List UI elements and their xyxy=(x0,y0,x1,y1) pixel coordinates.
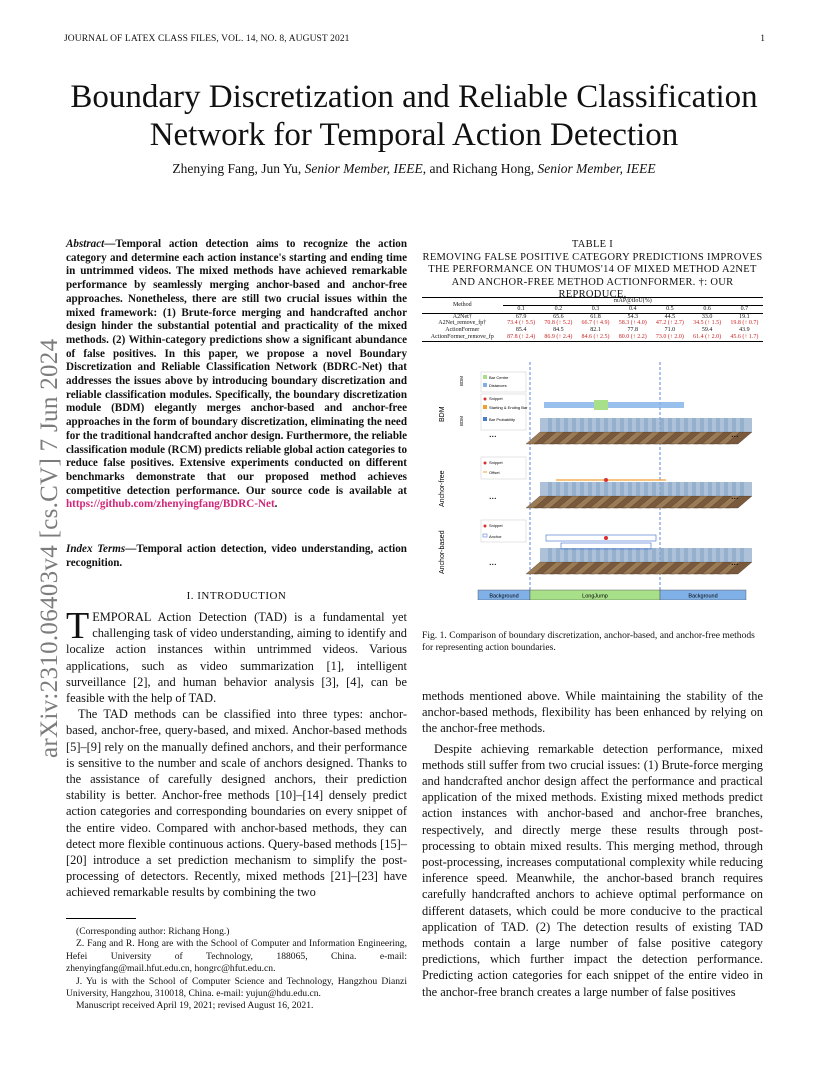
ab-snippet-dot xyxy=(604,536,608,540)
table-cell: 86.9 (↑ 2.4) xyxy=(544,333,573,340)
table-cell: 84.6 (↑ 2.5) xyxy=(581,333,610,340)
footnote-manuscript: Manuscript received April 19, 2021; revised August 16, 2021. xyxy=(76,1000,314,1012)
abstract xyxy=(66,238,407,512)
drop-cap: T xyxy=(66,605,90,647)
results-table xyxy=(422,297,763,342)
table-cell: 87.8 (↑ 2.4) xyxy=(507,333,536,340)
legend-anchor-based xyxy=(481,520,526,542)
arxiv-stamp-text: arXiv:2310.06403v4 [cs.CV] 7 Jun 2024 xyxy=(36,338,63,758)
legend-bar-probability: Bar Probability xyxy=(489,417,516,422)
table-cell: 45.6 (↑ 1.7) xyxy=(730,333,759,340)
ellipsis-bdm-left: ... xyxy=(489,429,497,440)
video-frame-sky xyxy=(740,418,752,432)
threshold-cell: 0.6 xyxy=(703,305,711,312)
index-terms-text: —Temporal action detection, video understanding, action recognition. xyxy=(66,543,407,569)
section-heading: I. INTRODUCTION xyxy=(186,590,287,602)
bdm-bar-centre xyxy=(594,400,608,410)
footnotes xyxy=(66,926,407,1013)
table-cell: 47.2 (↑ 2.7) xyxy=(655,320,684,327)
row-label-anchor-free: Anchor-free xyxy=(439,470,446,507)
frame-strip-bdm xyxy=(526,418,752,444)
table-cell: 73.0 (↑ 2.0) xyxy=(655,333,684,340)
table-cell: 77.8 xyxy=(627,327,638,334)
table-row xyxy=(422,320,763,327)
source-code-link[interactable]: https://github.com/zhenyingfang/BDRC-Net xyxy=(66,498,275,511)
intro-paragraph-2: The TAD methods can be classified into three types: anchor-based, anchor-free, query-based, and mixed. Anchor-based methods [5]–[9] rely on the manually defined anchors, and their performance is sensitive to the number and scale of anchors designed. Thanks to the assistance of carefully designed anchors, their prediction stability is better. Anchor-free methods [10]–[14] densely predict action categories and corresponding boundaries on every snippet of the entire video. Compared with anchor-based methods, they can detect more flexible continuous actions. Query-based methods [15]–[20] introduce a set prediction mechanism to simplify the post-processing of detectors. Recently, mixed methods [21]–[23] have achieved remarkable results by combining the two xyxy=(66,707,407,900)
table-cell: 80.0 (↑ 2.2) xyxy=(618,333,647,340)
bdm-bar-track xyxy=(544,402,684,408)
table-cell: 67.9 xyxy=(515,313,527,320)
row-method: A2Net† xyxy=(452,313,472,320)
table-cell: 34.5 (↑ 1.5) xyxy=(693,320,722,327)
table-cell: 61.4 (↑ 2.0) xyxy=(693,333,722,340)
legend-ab-anchor: Anchor xyxy=(489,534,502,539)
table-cell: 66.7 (↑ 4.9) xyxy=(581,320,610,327)
table-cell: 71.0 xyxy=(664,327,676,334)
index-terms xyxy=(66,543,407,570)
introduction-text xyxy=(66,605,407,913)
author-role-1: Senior Member, IEEE xyxy=(304,161,423,176)
table-cell: 70.8 (↑ 5.2) xyxy=(544,320,573,327)
table-cell: 59.4 xyxy=(701,327,713,334)
right-paragraph-2: Despite achieving remarkable detection performance, mixed methods still suffer from two crucial issues: (1) Brute-force merging and handcrafted anchor design affect the performance and practical application of the mixed methods. Existing mixed methods predict action instances with anchor-based and anchor-free branches, respectively, and directly merge these results through post-processing to obtain mixed results. This merging method, through post-processing, increases computational complexity while reducing inference speed. Meanwhile, the anchor-based branch requires carefully handcrafted anchors to achieve optimal performance on different datasets, which could be more conducive to the practical application of TAD. (2) The detection results of existing TAD methods contain a large number of false positive category predictions, which further impact the detection performance. Predicting action categories for each snippet of the entire video in the anchor-free branch creates a large number of false positives xyxy=(422,741,763,999)
timeline-label-background-right: Background xyxy=(688,593,718,600)
threshold-cell: 0.1 xyxy=(517,305,525,312)
method-header: Method xyxy=(452,301,472,308)
table-cell: 85.4 xyxy=(515,327,527,334)
footnote-affiliation-1: Z. Fang and R. Hong are with the School of Computer and Information Engineering, Hefei University of Technology, 188065, China. e-mail: zhenyingfang@mail.hfut.edu.cn, hongrc@hfut.edu.cn. xyxy=(66,938,407,975)
legend-distances: Distances xyxy=(489,383,507,388)
frame-strip-anchor-based xyxy=(526,548,752,574)
threshold-cell: 0.4 xyxy=(628,305,637,312)
video-frame-sky xyxy=(740,482,752,496)
bdm-sublabel-bottom: BDM xyxy=(459,416,464,426)
threshold-cell: 0.5 xyxy=(666,305,674,312)
table-cell: 19.1 xyxy=(739,313,750,320)
table-cell: 73.4 (↑ 5.5) xyxy=(507,320,536,327)
intro-paragraph-1: EMPORAL Action Detection (TAD) is a fundamental yet challenging task of video understanding, aiming to identify and localize action instances within untrimmed videos. Various applications, such as video summarization [1], intelligent surveillance [2], and human behavior analysis [3], [4], can be feasible with the help of TAD. xyxy=(66,610,407,706)
row-method: A2Net_remove_fp† xyxy=(438,320,487,327)
paper-title: Boundary Discretization and Reliable Classification Network for Temporal Action Detection xyxy=(70,79,758,153)
ab-anchor-1 xyxy=(546,535,656,541)
abstract-end: . xyxy=(274,498,278,511)
threshold-cell: 0.3 xyxy=(591,305,600,312)
legend-bdm-top xyxy=(481,372,526,392)
row-method: ActionFormer_remove_fp xyxy=(430,333,494,340)
threshold-cell: 0.2 xyxy=(554,305,563,312)
legend-bdm-bottom xyxy=(481,394,528,430)
footnote-affiliation-2: J. Yu is with the School of Computer Science and Technology, Hangzhou Dianzi University, Hangzhou, 310018, China. e-mail: yujun@hdu.edu.cn. xyxy=(66,975,407,1000)
table-row xyxy=(422,334,763,341)
abstract-label: Abstract xyxy=(66,238,105,250)
ellipsis-af-right: ... xyxy=(731,491,739,502)
legend-bar-centre: Bar Centre xyxy=(489,375,509,380)
figure-1-diagram xyxy=(426,362,771,600)
footnote-corresponding: (Corresponding author: Richang Hong.) xyxy=(76,926,230,937)
table-cell: 43.9 xyxy=(739,327,750,334)
journal-header: JOURNAL OF LATEX CLASS FILES, VOL. 14, NO. 8, AUGUST 2021 xyxy=(64,34,350,44)
table-row xyxy=(422,327,763,334)
table-cell: 61.8 xyxy=(590,313,601,320)
bdm-sublabel-top: BDM xyxy=(459,376,464,386)
legend-starting-ending-bar: Starting & Ending Bar xyxy=(489,405,528,410)
row-method: ActionFormer xyxy=(445,327,480,334)
legend-snippet: Snippet xyxy=(489,396,503,401)
footnote-rule xyxy=(66,918,136,919)
table-cell: 44.5 xyxy=(664,313,676,320)
table-cell: 19.8 (↑ 0.7) xyxy=(730,320,759,327)
frame-strip-anchor-free xyxy=(526,482,752,508)
table-cell: 65.6 xyxy=(553,313,564,320)
right-column-text xyxy=(422,688,763,1012)
threshold-cell: 0.7 xyxy=(740,305,749,312)
legend-ab-snippet: Snippet xyxy=(489,523,503,528)
group-header: mAP@tIoU(%) xyxy=(503,298,763,306)
table-caption-block xyxy=(422,239,763,302)
ellipsis-bdm-right: ... xyxy=(731,429,739,440)
legend-af-snippet: Snippet xyxy=(489,460,503,465)
page-number: 1 xyxy=(760,34,765,44)
right-paragraph-1: methods mentioned above. While maintaining the stability of the anchor-based methods, flexibility has been enhanced by relying on the anchor-free methods. xyxy=(422,689,763,736)
af-snippet-dot xyxy=(604,478,608,482)
author-list xyxy=(40,161,788,177)
arxiv-stamp xyxy=(6,298,63,758)
author-role-2: Senior Member, IEEE xyxy=(537,161,656,176)
table-caption: REMOVING FALSE POSITIVE CATEGORY PREDICTIONS IMPROVES THE PERFORMANCE ON THUMOS'14 OF MIXED METHOD A2NET AND ANCHOR-FREE METHOD ACTIONFORMER. †: OUR REPRODUCE. xyxy=(422,251,763,301)
table-number: TABLE I xyxy=(571,239,614,250)
row-label-anchor-based: Anchor-based xyxy=(439,530,446,574)
ellipsis-ab-right: ... xyxy=(731,557,739,568)
video-frame-sky xyxy=(740,548,752,562)
table-cell: 82.1 xyxy=(590,327,601,334)
ellipsis-ab-left: ... xyxy=(489,557,497,568)
figure-caption: Fig. 1. Comparison of boundary discretization, anchor-based, and anchor-free methods for representing action boundaries. xyxy=(422,630,755,653)
abstract-text: —Temporal action detection aims to recognize the action category and determine each action instance's starting and ending time in untrimmed videos. The mixed methods have achieved remarkable performance by seamlessly merging anchor-based and anchor-free approaches. Nonetheless, there are still two crucial issues within the mixed framework: (1) Brute-force merging and handcrafted anchor design hinder the substantial potential and practicality of the mixed methods. (2) Within-category predictions show a significant abundance of false positives. In this paper, we propose a novel Boundary Discretization and Reliable Classification Network (BDRC-Net) that addresses the issues above by introducing boundary discretization and reliable classification modules. Specifically, the boundary discretization module (BDM) elegantly merges anchor-based and anchor-free approaches in the form of boundary discretization, eliminating the need for the traditional handcrafted anchor design. Furthermore, the reliable classification module (RCM) predicts reliable global action categories to reduce false positives. Extensive experiments conducted on different benchmarks demonstrate that our proposed method achieves competitive detection performance. Our source code is available at xyxy=(66,238,407,497)
author-names-1: Zhenying Fang, Jun Yu, xyxy=(172,161,305,176)
table-cell: 84.5 xyxy=(553,327,564,334)
index-terms-label: Index Terms xyxy=(66,543,126,555)
legend-af-offset: Offset xyxy=(489,470,500,475)
table-cell: 33.0 xyxy=(701,313,713,320)
ellipsis-af-left: ... xyxy=(489,491,497,502)
table-cell: 54.3 xyxy=(627,313,638,320)
author-names-2: , and Richang Hong, xyxy=(422,161,538,176)
timeline-label-action: LongJump xyxy=(582,593,608,600)
row-label-bdm: BDM xyxy=(439,406,446,422)
timeline-label-background-left: Background xyxy=(489,593,519,600)
legend-anchor-free xyxy=(481,457,526,479)
table-cell: 58.3 (↑ 4.0) xyxy=(618,320,647,327)
